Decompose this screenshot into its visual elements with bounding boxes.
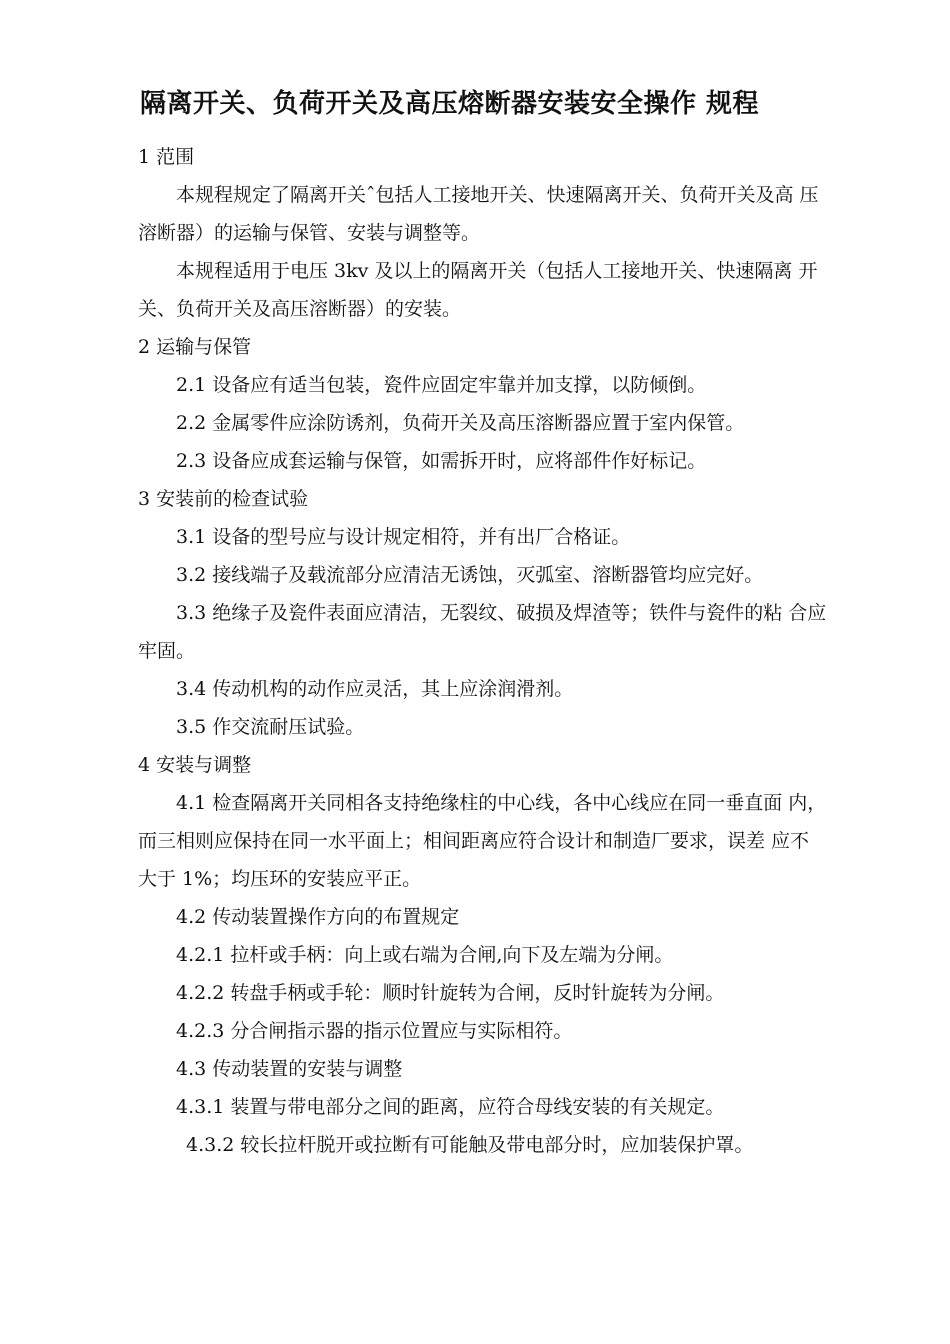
- section-heading-4: 4 安装与调整: [138, 754, 252, 776]
- paragraph-4-5: 4.2.3 分合闸指示器的指示位置应与实际相符。: [176, 1020, 573, 1042]
- paragraph-2-1: 2.1 设备应有适当包装，瓷件应固定牢靠并加支撑，以防倾倒。: [176, 374, 707, 396]
- paragraph-2-2: 2.2 金属零件应涂防诱剂，负荷开关及高压溶断器应置于室内保管。: [176, 412, 745, 434]
- paragraph-3-1: 3.1 设备的型号应与设计规定相符，并有出厂合格证。: [176, 526, 631, 548]
- paragraph-4-3: 4.2.1 拉杆或手柄：向上或右端为合闸,向下及左端为分闸。: [176, 944, 674, 966]
- paragraph-1-2: 本规程适用于电压 3kv 及以上的隔离开关（包括人工接地开关、快速隔离 开关、负荷开关及高压溶断器）的安装。: [138, 260, 818, 320]
- paragraph-3-5: 3.5 作交流耐压试验。: [176, 716, 365, 738]
- paragraph-3-2: 3.2 接线端子及载流部分应清洁无诱蚀，灭弧室、溶断器管均应完好。: [176, 564, 764, 586]
- section-heading-3: 3 安装前的检查试验: [138, 488, 309, 510]
- paragraph-4-8: 4.3.2 较长拉杆脱开或拉断有可能触及带电部分时，应加装保护罩。: [186, 1134, 754, 1156]
- paragraph-1-1: 本规程规定了隔离开关ˆ包括人工接地开关、快速隔离开关、负荷开关及高 压溶断器）的运输与保管、安装与调整等。: [138, 184, 819, 244]
- document-title: 隔离开关、负荷开关及高压熔断器安装安全操作 规程: [140, 89, 760, 119]
- paragraph-4-2: 4.2 传动装置操作方向的布置规定: [176, 906, 460, 928]
- section-heading-1: 1 范围: [138, 146, 195, 168]
- document-body: [138, 138, 828, 1164]
- section-heading-2: 2 运输与保管: [138, 336, 252, 358]
- paragraph-4-7: 4.3.1 装置与带电部分之间的距离，应符合母线安装的有关规定。: [176, 1096, 725, 1118]
- paragraph-4-4: 4.2.2 转盘手柄或手轮：顺时针旋转为合闸，反时针旋转为分闸。: [176, 982, 725, 1004]
- paragraph-4-1: 4.1 检查隔离开关同相各支持绝缘柱的中心线，各中心线应在同一垂直面 内，而三相则应保持在同一水平面上；相间距离应符合设计和制造厂要求，误差 应不大于 1%；均压环的安装应平正。: [138, 792, 827, 890]
- paragraph-3-3: 3.3 绝缘子及瓷件表面应清洁，无裂纹、破损及焊渣等；铁件与瓷件的粘 合应牢固。: [138, 602, 827, 662]
- paragraph-2-3: 2.3 设备应成套运输与保管，如需拆开时，应将部件作好标记。: [176, 450, 707, 472]
- paragraph-3-4: 3.4 传动机构的动作应灵活，其上应涂润滑剂。: [176, 678, 574, 700]
- paragraph-4-6: 4.3 传动装置的安装与调整: [176, 1058, 403, 1080]
